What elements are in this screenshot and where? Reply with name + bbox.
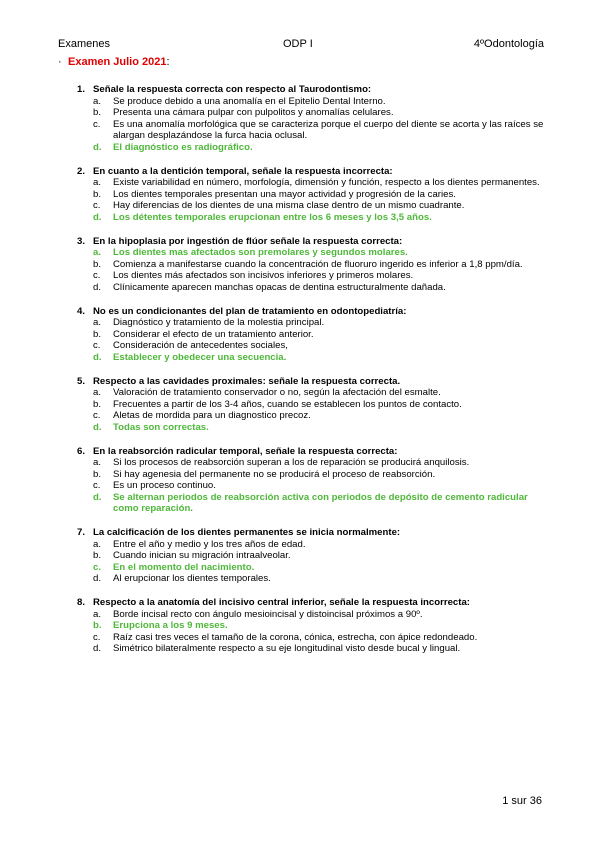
option-text: Si los procesos de reabsorción superan a los de reparación se producirá anquilosis. [113,457,470,468]
question-text: Señale la respuesta correcta con respecto al Taurodontismo: [93,84,372,95]
option-letter: a. [93,387,102,398]
answer-option [77,632,547,644]
option-text: En el momento del nacimiento. [113,561,255,573]
question-text: En la hipoplasia por ingestión de flúor señale la respuesta correcta: [93,235,403,247]
option-letter: d. [93,141,102,153]
question-block [77,84,547,153]
answer-option [77,189,547,201]
question-number: 8. [77,597,86,608]
question-text: No es un condicionantes del plan de tratamiento en odontopediatría: [93,305,407,317]
option-text: Los dientes temporales presentan una mayor actividad y progresión de la caries. [113,188,456,200]
option-letter: d. [93,573,102,584]
answer-option [77,457,547,469]
answer-option-correct [77,620,547,632]
option-letter: d. [93,281,102,293]
question-block [77,527,547,585]
question-stem [77,446,547,458]
option-letter: d. [93,211,102,223]
option-letter: a. [93,317,102,328]
option-letter: b. [93,328,102,340]
option-text: Considerar el efecto de un tratamiento anterior. [113,328,314,340]
section-bullet: · [58,56,62,68]
page-header [58,38,544,52]
question-block [77,166,547,224]
option-letter: c. [93,118,101,130]
answer-option [77,539,547,551]
option-text: Se alternan periodos de reabsorción activa con periodos de depósito de cemento radicular como reparación. [113,491,528,514]
option-letter: b. [93,468,102,480]
option-text: Comienza a manifestarse cuando la concentración de fluoruro ingerido es inferior a 1,8 ppm/día. [113,258,523,270]
question-block [77,597,547,655]
section-title-colon: : [166,56,170,68]
option-letter: c. [93,270,101,281]
option-text: Los détentes temporales erupcionan entre los 6 meses y los 3,5 años. [113,211,432,223]
question-stem [77,597,547,609]
option-letter: a. [93,608,102,620]
option-letter: d. [93,421,102,433]
option-text: Entre el año y medio y los tres años de edad. [113,538,306,550]
question-number: 7. [77,527,86,538]
answer-option [77,329,547,341]
option-text: Cuando inician su migración intraalveolar. [113,550,291,561]
option-text: Clínicamente aparecen manchas opacas de dentina estructuralmente dañada. [113,281,446,293]
answer-option [77,410,547,422]
question-list [77,84,547,667]
question-block [77,376,547,434]
option-text: Raíz casi tres veces el tamaño de la corona, cónica, estrecha, con ápice redondeado. [113,631,478,643]
option-text: Los dientes más afectados son incisivos inferiores y primeros molares. [113,270,414,281]
page-number: 1 sur 36 [502,795,542,807]
option-text: Se produce debido a una anomalía en el Epitelio Dental Interno. [113,95,386,107]
answer-option [77,119,547,142]
question-stem [77,236,547,248]
option-letter: b. [93,620,102,631]
question-text: En cuanto a la dentición temporal, señale la respuesta incorrecta: [93,165,393,177]
option-text: Existe variabilidad en número, morfología, dimensión y función, respecto a los dientes permanentes. [113,177,540,188]
section-title [58,56,170,68]
option-text: Presenta una cámara pulpar con pulpolitos y anomalías celulares. [113,107,394,118]
option-letter: b. [93,550,102,561]
question-number: 5. [77,375,86,387]
question-stem [77,166,547,178]
option-text: Diagnóstico y tratamiento de la molestia principal. [113,317,325,328]
question-block [77,306,547,364]
answer-option [77,96,547,108]
option-letter: d. [93,491,102,503]
answer-option-correct [77,142,547,154]
option-text: Establecer y obedecer una secuencia. [113,351,287,363]
question-number: 6. [77,445,86,457]
answer-option [77,609,547,621]
question-stem [77,306,547,318]
answer-option-correct [77,422,547,434]
option-letter: b. [93,107,102,118]
question-text: La calcificación de los dientes permanentes se inicia normalmente: [93,527,401,538]
question-stem [77,84,547,96]
answer-option [77,573,547,585]
header-center-text: ODP I [283,38,313,50]
option-letter: c. [93,340,101,351]
answer-option [77,282,547,294]
option-text: Es un proceso continuo. [113,480,216,491]
option-letter: b. [93,398,102,410]
option-text: Borde incisal recto con ángulo mesioincisal y distoincisal próximos a 90º. [113,608,423,620]
answer-option [77,469,547,481]
option-letter: c. [93,480,101,491]
answer-option [77,107,547,119]
question-text: Respecto a las cavidades proximales: señale la respuesta correcta. [93,375,401,387]
answer-option [77,200,547,212]
answer-option-correct [77,492,547,515]
option-text: Al erupcionar los dientes temporales. [113,573,271,584]
section-title-text: Examen Julio 2021 [68,56,167,68]
option-text: Si hay agenesia del permanente no se producirá el proceso de reabsorción. [113,468,436,480]
header-right-text: 4ºOdontología [473,38,544,50]
option-text: El diagnóstico es radiográfico. [113,141,253,153]
question-number: 4. [77,305,86,317]
answer-option [77,270,547,282]
option-text: Aletas de mordida para un diagnostico precoz. [113,410,311,421]
option-letter: d. [93,351,102,363]
option-letter: b. [93,258,102,270]
header-left-text: Examenes [58,38,110,50]
answer-option [77,399,547,411]
question-number: 1. [77,84,86,95]
option-text: Todas son correctas. [113,421,209,433]
question-stem [77,376,547,388]
answer-option [77,340,547,352]
option-letter: c. [93,410,101,421]
option-text: Los dientes mas afectados son premolares y segundos molares. [113,247,408,258]
option-letter: c. [93,561,102,573]
option-text: Frecuentes a partir de los 3-4 años, cuando se establecen los puntos de contacto. [113,398,462,410]
answer-option [77,317,547,329]
question-number: 2. [77,165,86,177]
question-text: En la reabsorción radicular temporal, señale la respuesta correcta: [93,445,398,457]
answer-option [77,177,547,189]
answer-option [77,550,547,562]
answer-option [77,643,547,655]
option-letter: c. [93,631,101,643]
option-text: Erupciona a los 9 meses. [113,620,228,631]
option-text: Es una anomalía morfológica que se caracteriza porque el cuerpo del diente se acorta y las raíces se alargan desplazándose la furca hacia oclusal. [113,118,544,141]
option-text: Hay diferencias de los dientes de una misma clase dentro de un mismo cuadrante. [113,200,465,211]
option-text: Simétrico bilateralmente respecto a su eje longitudinal visto desde bucal y lingual. [113,643,461,654]
option-letter: a. [93,457,102,468]
answer-option-correct [77,247,547,259]
question-block [77,446,547,515]
option-letter: d. [93,643,102,654]
question-block [77,236,547,294]
question-number: 3. [77,235,86,247]
option-letter: a. [93,177,102,188]
option-letter: c. [93,200,101,211]
answer-option-correct [77,352,547,364]
question-stem [77,527,547,539]
answer-option-correct [77,212,547,224]
answer-option [77,259,547,271]
option-text: Consideración de antecedentes sociales, [113,340,288,351]
answer-option [77,480,547,492]
option-letter: a. [93,538,102,550]
answer-option-correct [77,562,547,574]
question-text: Respecto a la anatomía del incisivo central inferior, señale la respuesta incorrecta: [93,597,470,608]
option-letter: a. [93,95,102,107]
option-letter: b. [93,188,102,200]
option-text: Valoración de tratamiento conservador o no, según la afectación del esmalte. [113,387,441,398]
answer-option [77,387,547,399]
option-letter: a. [93,247,102,258]
